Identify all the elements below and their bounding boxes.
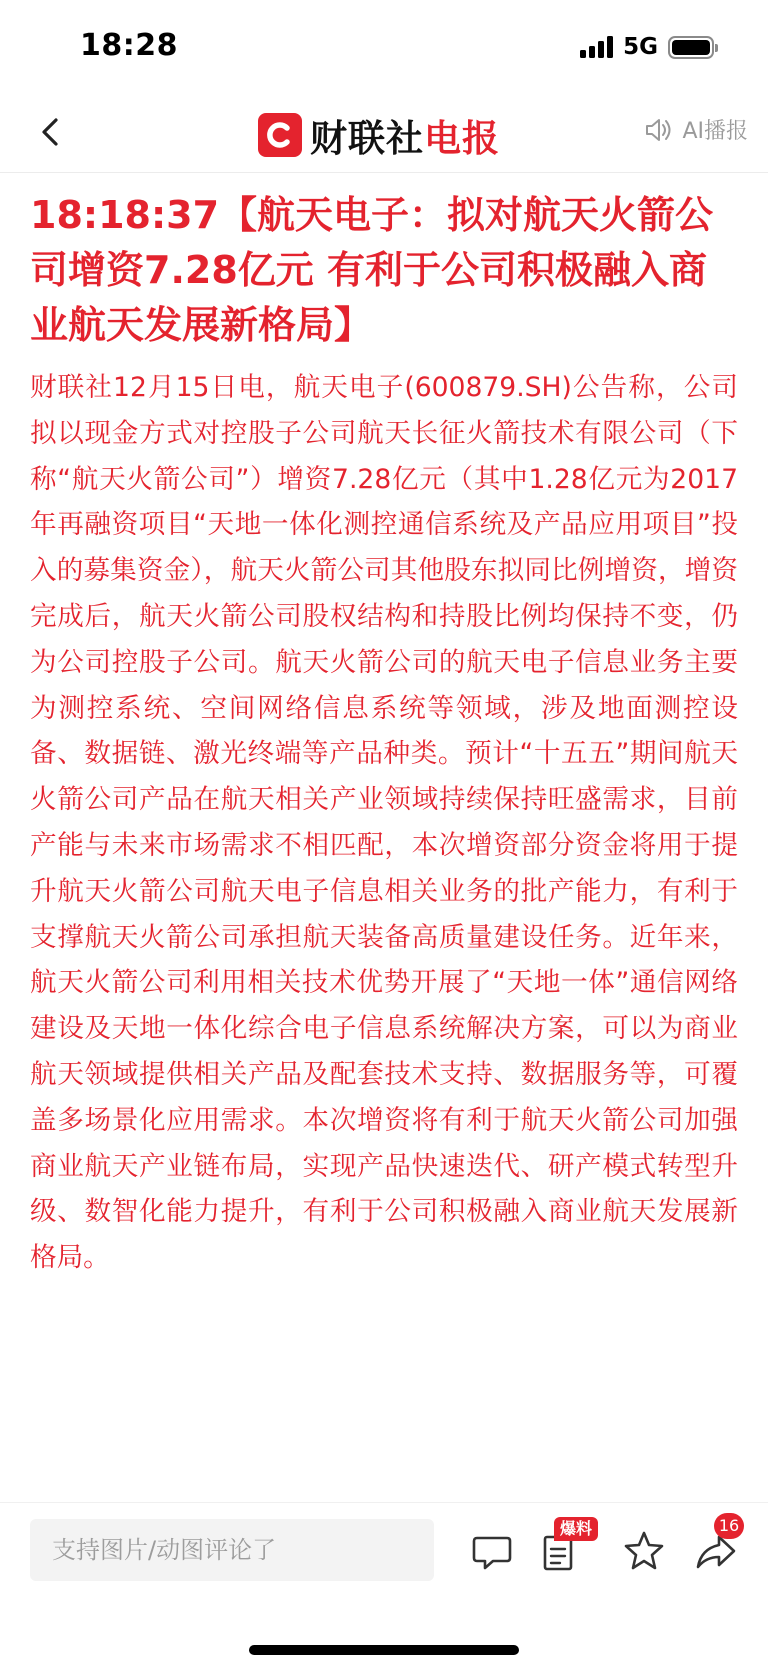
- comment-bubble-icon: [468, 1527, 516, 1575]
- battery-icon: [668, 36, 714, 59]
- speaker-icon: [644, 116, 674, 144]
- cls-logo-icon: [258, 113, 302, 157]
- share-button[interactable]: [692, 1516, 740, 1575]
- report-badge: 爆料: [554, 1517, 598, 1541]
- ai-play-label: AI播报: [682, 119, 748, 144]
- star-icon: [620, 1527, 668, 1575]
- app-header: [0, 96, 768, 173]
- article-headline: 18:18:37【航天电子：拟对航天火箭公司增资7.28亿元 有利于公司积极融入商业航天发展新格局】: [30, 193, 714, 347]
- home-indicator: [249, 1645, 519, 1655]
- ai-play-button[interactable]: [644, 114, 748, 145]
- status-time: 18:28: [80, 28, 178, 63]
- logo-text: 财联社: [310, 117, 424, 160]
- chevron-left-icon: [30, 110, 74, 154]
- share-count-badge: 16: [714, 1513, 744, 1539]
- signal-icon: [580, 36, 613, 58]
- comment-input[interactable]: [30, 1519, 434, 1581]
- comment-button[interactable]: [468, 1527, 516, 1575]
- network-type: 5G: [623, 34, 658, 60]
- report-button[interactable]: [536, 1519, 593, 1575]
- article: [30, 188, 738, 1281]
- bottom-action-bar: [0, 1502, 768, 1664]
- back-button[interactable]: [30, 110, 74, 154]
- status-bar: [0, 0, 768, 96]
- logo-text-highlight: 电报: [424, 117, 500, 160]
- status-indicators: [580, 34, 714, 60]
- article-body: 财联社12月15日电，航天电子(600879.SH)公告称，公司拟以现金方式对控股子公司航天长征火箭技术有限公司（下称“航天火箭公司”）增资7.28亿元（其中1.28亿元为2017年再融资项目“天地一体化测控通信系统及产品应用项目”投入的募集资金），航天火箭公司其他股东拟同比例增资，增资完成后，航天火箭公司股权结构和持股比例均保持不变，仍为公司控股子公司。航天火箭公司的航天电子信息业务主要为测控系统、空间网络信息系统等领域，涉及地面测控设备、数据链、激光终端等产品种类。预计“十五五”期间航天火箭公司产品在航天相关产业领域持续保持旺盛需求，目前产能与未来市场需求不相匹配，本次增资部分资金将用于提升航天火箭公司航天电子信息相关业务的批产能力，有利于支撑航天火箭公司承担航天装备高质量建设任务。近年来，航天火箭公司利用相关技术优势开展了“天地一体”通信网络建设及天地一体化综合电子信息系统解决方案，可以为商业航天领域提供相关产品及配套技术支持、数据服务等，可覆盖多场景化应用需求。本次增资将有利于航天火箭公司加强商业航天产业链布局，实现产品快速迭代、研产模式转型升级、数智化能力提升，有利于公司积极融入商业航天发展新格局。: [30, 372, 738, 1274]
- app-logo: [258, 108, 500, 162]
- favorite-button[interactable]: [620, 1527, 668, 1575]
